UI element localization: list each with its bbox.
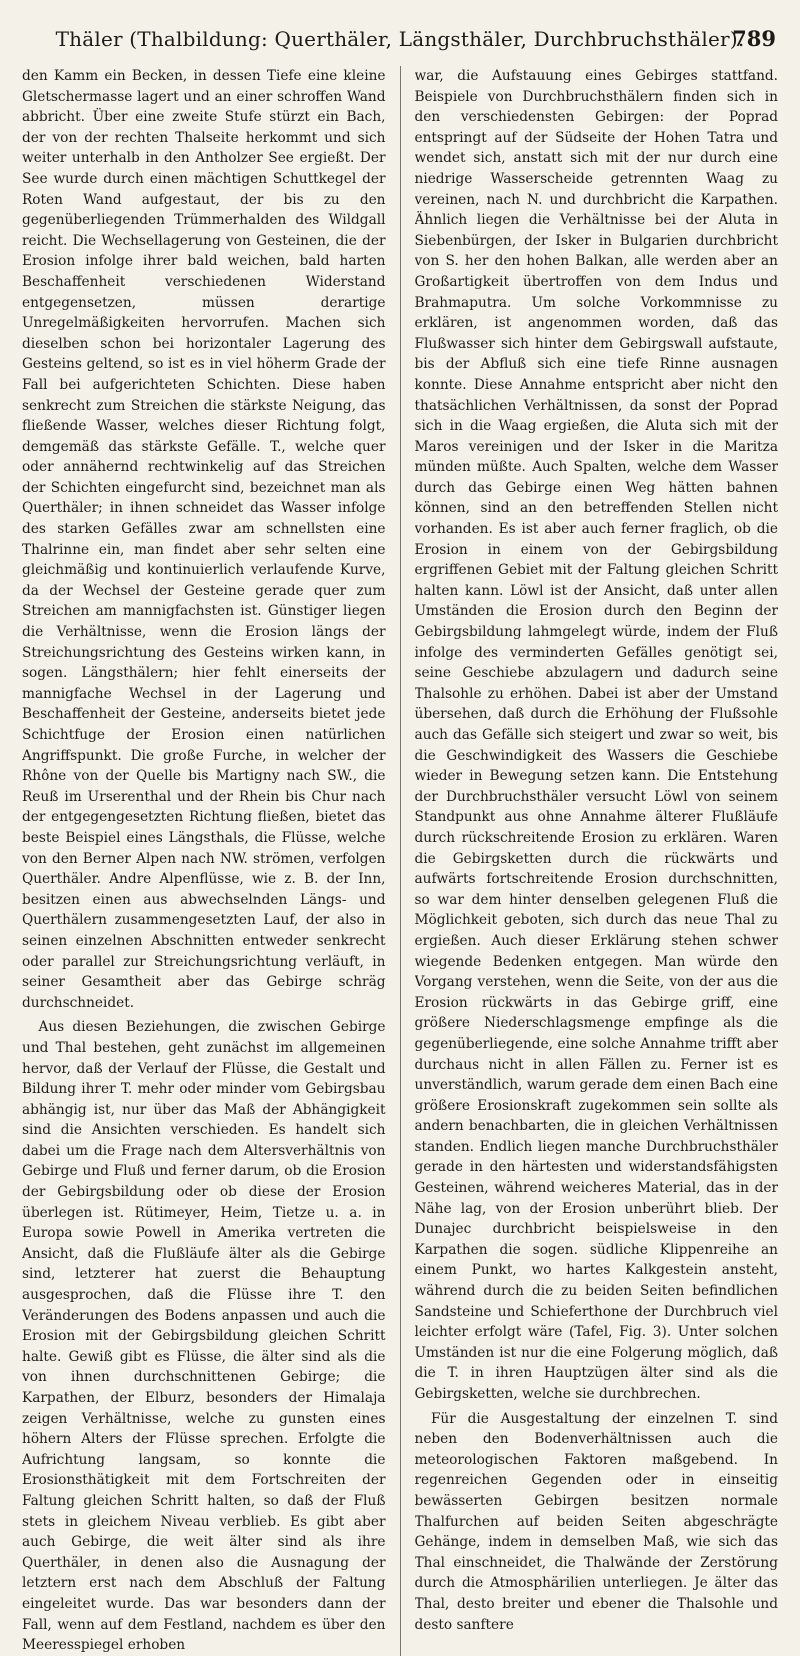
paragraph: den Kamm ein Becken, in dessen Tiefe eine kleine Gletschermasse lagert und an einer schroffen Wand abbricht. Über eine zweite Stufe stürzt ein Bach, der von der rechten Thalseite herkommt und sich weiter unterhalb in den Antholzer See ergießt. Der See wurde durch einen mächtigen Schuttkegel der Roten Wand aufgestaut, der bis zu den gegenüberliegenden Trümmerhalden des Wildgall reicht. Die Wechsellagerung von Gesteinen, die der Erosion infolge ihrer bald weichen, bald harten Beschaffenheit verschiedenen Widerstand entgegensetzen, müssen derartige Unregelmäßigkeiten hervorrufen. Machen sich dieselben schon bei horizontaler Lagerung des Gesteins geltend, so ist es in viel höherm Grade der Fall bei aufgerichteten Schichten. Diese haben senkrecht zum Streichen die stärkste Neigung, das fließende Wasser, welches dieser Richtung folgt, demgemäß das stärkste Gefälle. T., welche quer oder annähernd rechtwinkelig auf das Streichen der Schichten eingefurcht sind, bezeichnet man als Querthäler; in ihnen schneidet das Wasser infolge des starken Gefälles zwar am schnellsten eine Thalrinne ein, man findet aber sehr selten eine gleichmäßig und kontinuierlich verlaufende Kurve, da der Wechsel der Gesteine gerade quer zum Streichen am mannigfachsten ist. Günstiger liegen die Verhältnisse, wenn die Erosion längs der Streichungsrichtung des Gesteins wirken kann, in sogen. Längsthälern; hier fehlt einerseits der mannigfache Wechsel in der Lagerung und Beschaffenheit der Gesteine, anderseits bietet jede Schichtfuge der Erosion einen natürlichen Angriffspunkt. Die große Furche, in welcher der Rhône von der Quelle bis Martigny nach SW., die Reuß im Urserenthal und der Rhein bis Chur nach der entgegengesetzten Richtung fließen, bietet das beste Beispiel eines Längsthals, die Flüsse, welche von den Berner Alpen nach NW. strömen, verfolgen Querthäler. Andre Alpenflüsse, wie z. B. der Inn, besitzen einen aus abwechselnden Längs- und Querthälern zusammengesetzten Lauf, der also in seinen einzelnen Abschnitten entweder senkrecht oder parallel zur Streichungsrichtung verläuft, in seiner Gesamtheit aber das Gebirge schräg durchschneidet. xyxy=(22,68,386,1011)
paragraph: war, die Aufstauung eines Gebirges stattfand. Beispiele von Durchbruchsthälern finden sich in den verschiedensten Gebirgen: der Poprad entspringt auf der Südseite der Hohen Tatra und wendet sich, anstatt sich mit der nur durch eine niedrige Wasserscheide getrennten Waag zu vereinen, nach N. und durchbricht die Karpathen. Ähnlich liegen die Verhältnisse bei der Aluta in Siebenbürgen, der Isker in Bulgarien durchbricht von S. her den hohen Balkan, alle werden aber an Großartigkeit übertroffen von dem Indus und Brahmaputra. Um solche Vorkommnisse zu erklären, ist angenommen worden, daß das Flußwasser sich hinter dem Gebirgswall aufstaute, bis der Abfluß sich eine tiefe Rinne ausnagen konnte. Diese Annahme entspricht aber nicht den thatsächlichen Verhältnissen, da sonst der Poprad sich in die Waag ergießen, die Aluta sich mit der Maros vereinigen und der Isker in die Maritza münden müßte. Auch Spalten, welche dem Wasser durch das Gebirge einen Weg hätten bahnen können, sind an den betreffenden Stellen nicht vorhanden. Es ist aber auch ferner fraglich, ob die Erosion in einem von der Gebirgsbildung ergriffenen Gebiet mit der Faltung gleichen Schritt halten kann. Löwl ist der Ansicht, daß unter allen Umständen die Erosion durch den Beginn der Gebirgsbildung lahmgelegt würde, indem der Fluß infolge des verminderten Gefälles genötigt sei, seine Geschiebe abzulagern und dadurch seine Thalsohle zu erhöhen. Dabei ist aber der Umstand übersehen, daß durch die Erhöhung der Flußsohle auch das Gefälle sich steigert und zwar so weit, bis die Geschwindigkeit des Wassers die Geschiebe wieder in Bewegung setzen kann. Die Entstehung der Durchbruchsthäler versucht Löwl von seinem Standpunkt aus ohne Annahme älterer Flußläufe durch rückschreitende Erosion zu erklären. Waren die Gebirgsketten durch die rückwärts und aufwärts fortschreitende Erosion durchschnitten, so war dem hinter denselben gelegenen Fluß die Möglichkeit geboten, sich durch das neue Thal zu ergießen. Auch dieser Erklärung stehen schwer wiegende Bedenken entgegen. Man würde den Vorgang verstehen, wenn die Seite, von der aus die Erosion rückwärts in das Gebirge griff, eine größere Niederschlagsmenge empfinge als die gegenüberliegende, eine solche Annahme trifft aber durchaus nicht in allen Fällen zu. Ferner ist es unverständlich, warum gerade dem einen Bach eine größere Erosionskraft zugekommen sein sollte als andern benachbarten, die in gleichen Verhältnissen standen. Endlich liegen manche Durchbruchsthäler gerade in den härtesten und widerstandsfähigsten Gesteinen, während weicheres Material, das in der Nähe lag, von der Erosion unberührt blieb. Der Dunajec durchbricht beispielsweise in den Karpathen die sogen. südliche Klippenreihe an einem Punkt, wo hartes Kalkgestein ansteht, während durch die zu beiden Seiten befindlichen Sandsteine und Schieferthone der Durchbruch viel leichter erfolgt wäre (Tafel, Fig. 3). Unter solchen Umständen ist nur die eine Folgerung möglich, daß die T. in ihren Hauptzügen älter sind als die Gebirgsketten, welche sie durchbrechen. xyxy=(414,68,778,1402)
page-number: 789 xyxy=(732,26,776,51)
paragraph: Für die Ausgestaltung der einzelnen T. sind neben den Bodenverhältnissen auch die meteorologischen Faktoren maßgebend. In regenreichen Gegenden oder in einseitig bewässerten Gebirgen besitzen normale Thalfurchen auf beiden Seiten abgeschrägte Gehänge, indem in demselben Maß, wie sich das Thal einschneidet, die Thalwände der Zerstörung durch die Atmosphärilien unterliegen. Je älter das Thal, desto breiter und ebener die Thalsohle und desto sanftere xyxy=(414,1410,778,1633)
text-columns xyxy=(22,66,778,1656)
left-column xyxy=(22,66,386,1656)
column-divider xyxy=(400,66,401,1656)
right-column xyxy=(415,66,779,1656)
paragraph: Aus diesen Beziehungen, die zwischen Gebirge und Thal bestehen, geht zunächst im allgemeinen hervor, daß der Verlauf der Flüsse, die Gestalt und Bildung ihrer T. mehr oder minder vom Gebirgsbau abhängig ist, nur über das Maß der Abhängigkeit sind die Ansichten verschieden. Es handelt sich dabei um die Frage nach dem Altersverhältnis von Gebirge und Fluß und ferner darum, ob die Erosion der Gebirgsbildung oder ob diese der Erosion überlegen ist. Rütimeyer, Heim, Tietze u. a. in Europa sowie Powell in Amerika vertreten die Ansicht, daß die Flußläufe älter als die Gebirge sind, letzterer hat zuerst die Behauptung ausgesprochen, daß die Flüsse ihre T. den Veränderungen des Bodens anpassen und auch die Erosion mit der Gebirgsbildung gleichen Schritt halte. Gewiß gibt es Flüsse, die älter sind als die von ihnen durchschnittenen Gebirge; die Karpathen, der Elburz, besonders der Himalaja zeigen Verhältnisse, welche zu gunsten eines höhern Alters der Flüsse sprechen. Erfolgte die Aufrichtung langsam, so konnte die Erosionsthätigkeit mit dem Fortschreiten der Faltung gleichen Schritt halten, so daß der Fluß stets in gleichem Niveau verblieb. Es gibt aber auch Gebirge, die weit älter sind als ihre Querthäler, in denen also die Ausnagung der letztern erst nach dem Abschluß der Faltung eingeleitet wurde. Das war besonders dann der Fall, wenn auf dem Festland, nachdem es über den Meeresspiegel erhoben xyxy=(22,1019,386,1654)
page-title: Thäler (Thalbildung: Querthäler, Längsthäler, Durchbruchsthäler). xyxy=(55,27,745,51)
running-header xyxy=(22,22,778,56)
